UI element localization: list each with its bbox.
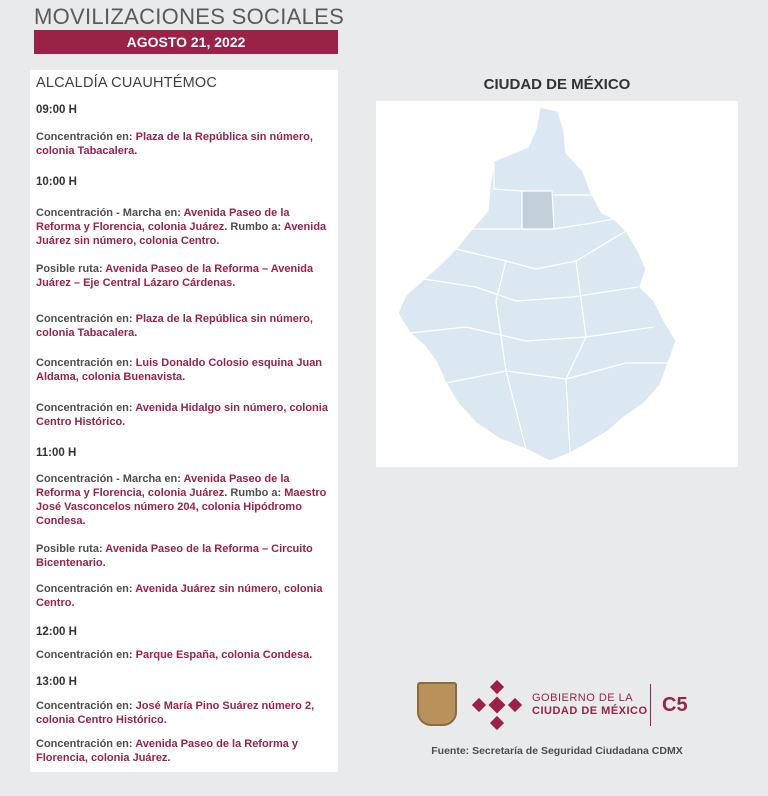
entry-label: Concentración - Marcha en: <box>36 207 184 219</box>
schedule-entry <box>36 699 336 727</box>
time-label: 12:00 H <box>36 626 77 638</box>
schedule-entry <box>36 542 336 570</box>
schedule-entry <box>36 582 336 610</box>
government-label <box>532 692 648 718</box>
entry-label: Concentración en: <box>36 313 136 325</box>
entry-location: Avenida Paseo de la Reforma – Avenida Juárez – Eje Central Lázaro Cárdenas. <box>36 263 314 289</box>
entry-location: Plaza de la República sin número, colonia Tabacalera. <box>36 313 313 339</box>
schedule-entry <box>36 206 336 248</box>
entry-label: Concentración en: <box>36 357 136 369</box>
entry-label: Concentración - Marcha en: <box>36 473 184 485</box>
government-line-1: GOBIERNO DE LA <box>532 692 634 704</box>
c5-label: C5 <box>662 694 688 716</box>
time-label: 09:00 H <box>36 104 77 116</box>
map-region-cuauhtemoc <box>522 191 554 229</box>
entry-location: Avenida Hidalgo sin número, colonia Centro Histórico. <box>36 402 328 428</box>
cdmx-map <box>376 101 738 467</box>
date-banner: AGOSTO 21, 2022 <box>34 30 338 54</box>
schedule-entry <box>36 737 336 765</box>
entry-location: Avenida Paseo de la Reforma y Florencia, colonia Juárez. <box>36 207 290 233</box>
entry-location: Avenida Juárez sin número, colonia Centro. <box>36 583 323 609</box>
logo-separator <box>650 684 651 726</box>
entry-location: Plaza de la República sin número, colonia Tabacalera. <box>36 131 313 157</box>
entry-location: Avenida Paseo de la Reforma y Florencia, colonia Juárez. <box>36 738 299 764</box>
coat-of-arms-icon <box>417 682 457 726</box>
schedule-entry <box>36 648 336 662</box>
time-label: 11:00 H <box>36 447 77 459</box>
entry-location: Avenida Juárez sin número, colonia Centro. <box>36 221 327 247</box>
schedule-entry <box>36 262 336 290</box>
schedule-entry <box>36 130 336 158</box>
entry-location: José María Pino Suárez número 2, colonia Centro Histórico. <box>36 700 315 726</box>
entry-label: Concentración en: <box>36 131 136 143</box>
map-title: CIUDAD DE MÉXICO <box>483 76 631 93</box>
entry-label: Concentración en: <box>36 402 136 414</box>
time-label: 10:00 H <box>36 176 77 188</box>
map-region-outline <box>398 107 676 461</box>
government-line-2: CIUDAD DE MÉXICO <box>532 705 648 717</box>
schedule-entry <box>36 312 336 340</box>
entry-location: Avenida Paseo de la Reforma y Florencia, colonia Juárez. <box>36 473 290 499</box>
entry-location: Luis Donaldo Colosio esquina Juan Aldama, colonia Buenavista. <box>36 357 323 383</box>
entry-label: Rumbo a: <box>227 487 285 499</box>
entry-label: Concentración en: <box>36 738 136 750</box>
map-panel <box>376 101 738 467</box>
entry-location: Parque España, colonia Condesa. <box>135 649 313 661</box>
source-note: Fuente: Secretaría de Seguridad Ciudadana CDMX <box>431 745 683 757</box>
schedule-panel <box>30 70 338 772</box>
entry-label: Posible ruta: <box>36 543 106 555</box>
alcaldia-heading: ALCALDÍA CUAUHTÉMOC <box>36 75 218 91</box>
schedule-entry <box>36 356 336 384</box>
entry-label: Concentración en: <box>36 649 136 661</box>
time-label: 13:00 H <box>36 676 77 688</box>
entry-location: Maestro José Vasconcelos número 204, colonia Hipódromo Condesa. <box>36 487 327 527</box>
entry-label: Concentración en: <box>36 583 136 595</box>
schedule-entry <box>36 472 336 528</box>
cdmx-logo-icon <box>472 680 522 730</box>
page-title: MOVILIZACIONES SOCIALES <box>34 4 345 29</box>
entry-location: Avenida Paseo de la Reforma – Circuito Bicentenario. <box>36 543 313 569</box>
schedule-entry <box>36 401 336 429</box>
footer-logos <box>414 680 714 730</box>
entry-label: Posible ruta: <box>36 263 106 275</box>
entry-label: Concentración en: <box>36 700 136 712</box>
entry-label: Rumbo a: <box>227 221 284 233</box>
